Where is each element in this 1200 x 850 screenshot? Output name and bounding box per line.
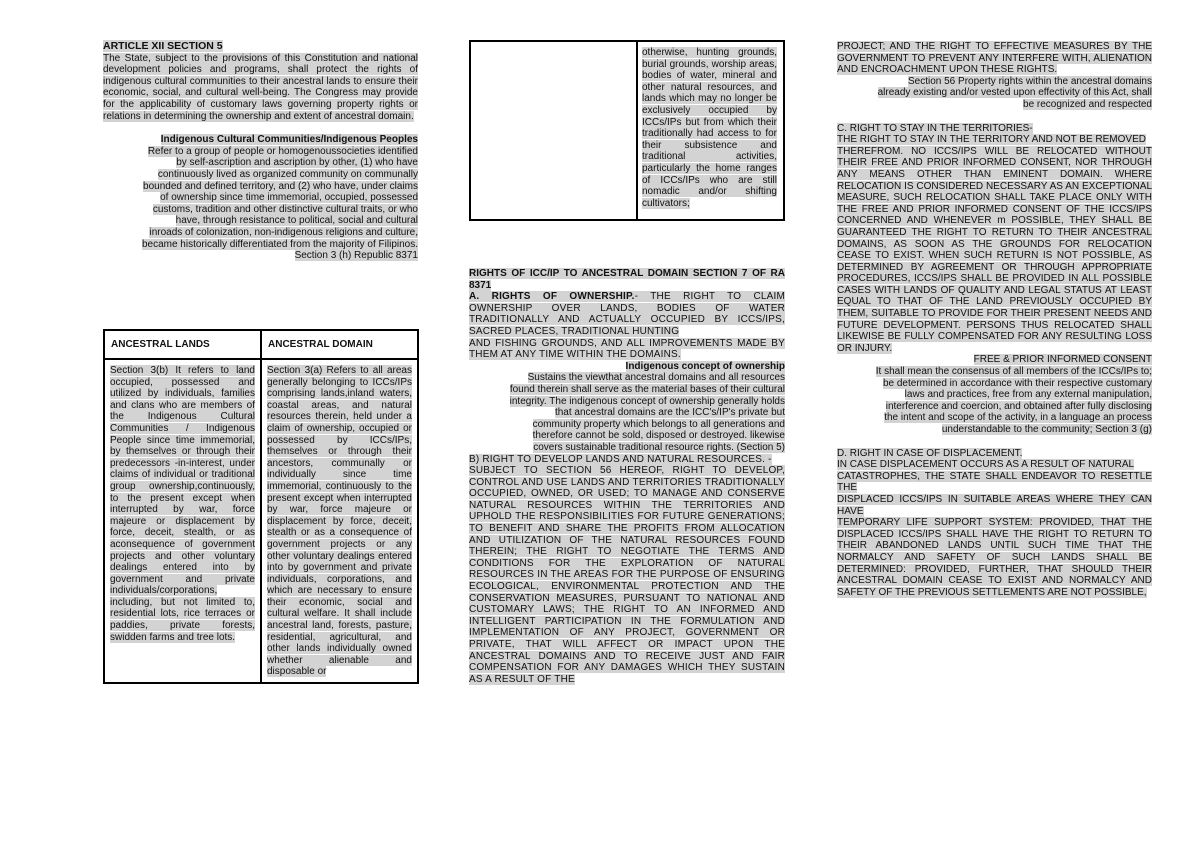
fpic-line: understandable to the community; Section 3 (g) — [941, 424, 1152, 435]
concept-line: community property which belongs to all generations and — [532, 418, 785, 430]
icc-line: became historically differentiated from the majority of Filipinos. — [141, 238, 418, 250]
displacement-line: CATASTROPHES, THE STATE SHALL ENDEAVOR TO RESETTLE THE — [837, 470, 1152, 494]
section-56-line: Section 56 Property rights within the ancestral domains — [907, 75, 1152, 87]
table-row — [470, 41, 784, 220]
concept-line: Sustains the viewthat ancestral domains and all resources — [527, 372, 785, 384]
stay-line: THE RIGHT TO STAY IN THE TERRITORY AND NOT BE REMOVED — [837, 134, 1146, 146]
column-left — [103, 41, 418, 262]
icc-line: Refer to a group of people or homogenoussocieties identified — [147, 145, 418, 157]
concept-line: covers sustainable traditional resource rights. (Section 5) — [533, 441, 785, 453]
column-middle — [469, 268, 785, 685]
ancestral-lands-table — [103, 329, 419, 684]
header-ancestral-domain: ANCESTRAL DOMAIN — [261, 330, 418, 359]
icc-heading: Indigenous Cultural Communities/Indigenous Peoples — [160, 134, 418, 146]
concept-line: found therein shall serve as the material bases of their cultural — [509, 383, 785, 395]
table-header-row — [104, 330, 418, 359]
icc-citation: Section 3 (h) Republic 8371 — [294, 250, 418, 262]
effective-measures-text: PROJECT; AND THE RIGHT TO EFFECTIVE MEASURES BY THE GOVERNMENT TO PREVENT ANY INTERFERE WITH, ALIENATION AND ENCROACHMENT UPON THESE RIGHTS. — [837, 41, 1152, 76]
icc-definition — [103, 146, 418, 262]
displacement-line: DISPLACED ICCS/IPS IN SUITABLE AREAS WHERE THEY CAN HAVE — [837, 493, 1152, 517]
stay-text: THEREFROM. NO ICCS/IPS WILL BE RELOCATED WITHOUT THEIR FREE AND PRIOR INFORMED CONSENT, NOR THROUGH ANY MEANS OTHER THAN EMINENT DOMAIN. WHERE RELOCATION IS CONSIDERED NECESSARY AS AN EXCEPTIONAL MEASURE, SUCH RELOCATION SHALL TAKE PLACE ONLY WITH THE FREE AND PRIOR INFORMED CONSENT OF THE ICCS/IPS CONCERNED AND WHENEVER m POSSIBLE, THEY SHALL BE GUARANTEED THE RIGHT TO RETURN TO THEIR ANCESTRAL DOMAINS, AS SOON AS THE GROUNDS FOR RELOCATION CEASE TO EXIST. WHEN SUCH RETURN IS NOT POSSIBLE, AS DETERMINED BY AGREEMENT OR THROUGH APPROPRIATE PROCEDURES, ICCS/IPS SHALL BE PROVIDED IN ALL POSSIBLE CASES WITH LANDS OF QUALITY AND LEGAL STATUS AT LEAST EQUAL TO THAT OF THE LAND PREVIOUSLY OCCUPIED BY THEM, SUITABLE TO PROVIDE FOR THEIR PRESENT NEEDS AND FUTURE DEVELOPMENT. PERSONS THUS RELOCATED SHALL LIKEWISE BE FULLY COMPENSATED FOR ANY RESULTING LOSS OR INJURY. — [837, 145, 1152, 354]
icc-line: bounded and defined territory, and (2) who have, under claims — [143, 180, 418, 192]
displacement-line: IN CASE DISPLACEMENT OCCURS AS A RESULT OF NATURAL — [837, 459, 1135, 471]
rights-heading: RIGHTS OF ICC/IP TO ANCESTRAL DOMAIN SECTION 7 OF RA 8371 — [469, 268, 785, 291]
section-56-line: already existing and/or vested upon effectivity of this Act, shall — [877, 87, 1152, 99]
concept-line: therefore cannot be sold, disposed or destroyed. likewise — [532, 430, 785, 442]
concept-line: integrity. The indigenous concept of ownership generally holds — [509, 395, 785, 407]
develop-heading: B) RIGHT TO DEVELOP LANDS AND NATURAL RESOURCES. - — [469, 453, 772, 465]
cell-ancestral-domain: Section 3(a) Refers to all areas generally belonging to ICCs/IPs comprising lands,inland waters, coastal areas, and natural resources therein, held under a claim of ownership, occupied or possessed by ICCs/IPs, themselves or through their ancestors, communally or individually since time immemorial, continuously to the present except when interrupted by war, force majeure or displacement by force, deceit, stealth or as a consequence of government projects or any other voluntary dealings entered into by government and private individuals, corporations, and which are necessary to ensure their economic, social and cultural welfare. It shall include ancestral land, forests, pasture, residential, agricultural, and other lands individually owned whether alienable and disposable or — [261, 359, 418, 683]
develop-text: SUBJECT TO SECTION 56 HEREOF, RIGHT TO DEVELOP, CONTROL AND USE LANDS AND TERRITORIES TRADITIONALLY OCCUPIED, OWNED, OR USED; TO MANAGE AND CONSERVE NATURAL RESOURCES WITHIN THE TERRITORIES AND UPHOLD THE RESPONSIBILITIES FOR FUTURE GENERATIONS; TO BENEFIT AND SHARE THE PROFITS FROM ALLOCATION AND UTILIZATION OF THE NATURAL RESOURCES FOUND THEREIN; THE RIGHT TO NEGOTIATE THE TERMS AND CONDITIONS FOR THE EXPLORATION OF NATURAL RESOURCES IN THE AREAS FOR THE PURPOSE OF ENSURING ECOLOGICAL, ENVIRONMENTAL PROTECTION AND THE CONSERVATION MEASURES, PURSUANT TO NATIONAL AND CUSTOMARY LAWS; THE RIGHT TO AN INFORMED AND INTELLIGENT PARTICIPATION IN THE FORMULATION AND IMPLEMENTATION OF ANY PROJECT, GOVERNMENT OR PRIVATE, THAT WILL AFFECT OR IMPACT UPON THE ANCESTRAL DOMAINS AND TO RECEIVE JUST AND FAIR COMPENSATION FOR ANY DAMAGES WHICH THEY SUSTAIN AS A RESULT OF THE — [469, 465, 785, 685]
fpic-line: It shall mean the consensus of all members of the ICCs/IPs to; — [875, 366, 1152, 378]
fpic-line: interference and coercion, and obtained after fully disclosing — [885, 400, 1152, 412]
cell-domain-continued: otherwise, hunting grounds, burial grounds, worship areas, bodies of water, mineral and other natural resources, and lands which may no longer be exclusively occupied by ICCs/IPs but from which their traditionally had access to for their subsistence and traditional activities, particularly the home ranges of ICCs/IPs who are still nomadic and/or shifting cultivators; — [637, 41, 784, 220]
icc-line: inroads of colonization, non-indigenous religions and culture, — [149, 226, 418, 238]
empty-cell — [470, 41, 637, 220]
fpic-line: be determined in accordance with their respective customary — [882, 377, 1152, 389]
icc-line: continuously lived as organized community on communally — [157, 168, 418, 180]
stay-heading: C. RIGHT TO STAY IN THE TERRITORIES- — [837, 122, 1033, 134]
header-ancestral-lands: ANCESTRAL LANDS — [104, 330, 261, 359]
table-row — [104, 359, 418, 683]
article-title: ARTICLE XII SECTION 5 — [103, 40, 223, 52]
concept-text — [469, 372, 785, 453]
concept-heading: Indigenous concept of ownership — [625, 360, 785, 372]
cell-ancestral-lands: Section 3(b) It refers to land occupied, possessed and utilized by individuals, families and clans who are members of the Indigenous Cultural Communities / Indigenous People since time immemorial, by themselves or through their predecessors -in-interest, under claims of individual or traditional group ownership,continuously, to the present except when interrupted by war, force majeure or displacement by force, deceit, stealth, or as aconsequence of government projects and other voluntary dealings entered into by government and private individuals/corporations, including, but not limited to, residential lots, rice terraces or paddies, private forests, swidden farms and tree lots. — [104, 359, 261, 683]
icc-line: by self-ascription and ascription by other, (1) who have — [176, 157, 418, 169]
fpic-line: the intent and scope of the activity, in a language an process — [884, 412, 1152, 424]
section-56-line: be recognized and respected — [1023, 98, 1152, 110]
concept-line: that ancestral domains are the ICC's/IP's private but — [554, 407, 785, 419]
column-right — [837, 41, 1152, 598]
rights-ownership: A. RIGHTS OF OWNERSHIP.- THE RIGHT TO CLAIM OWNERSHIP OVER LANDS, BODIES OF WATER TRADITIONALLY AND ACTUALLY OCCUPIED BY ICCS/IPS, SACRED PLACES, TRADITIONAL HUNTING — [469, 291, 786, 337]
icc-line: customs, tradition and other distinctive cultural traits, or who — [152, 203, 418, 215]
icc-line: of ownership since time immemorial, occupied, possessed — [160, 192, 418, 204]
ancestral-domain-continuation-table — [469, 40, 785, 221]
rights-ownership-cont: AND FISHING GROUNDS, AND ALL IMPROVEMENTS MADE BY THEM AT ANY TIME WITHIN THE DOMAINS. — [469, 337, 785, 361]
displacement-text: TEMPORARY LIFE SUPPORT SYSTEM: PROVIDED, THAT THE DISPLACED ICCS/IPS SHALL HAVE THE RIGHT TO RETURN TO THEIR ABANDONED LANDS UNTIL SUCH TIME THAT THE NORMALCY AND SAFETY OF SUCH LANDS SHALL BE DETERMINED: PROVIDED, FURTHER, THAT SHOULD THEIR ANCESTRAL DOMAIN CEASE TO EXIST AND NORMALCY AND SAFETY OF THE PREVIOUS SETTLEMENTS ARE NOT POSSIBLE, — [837, 517, 1152, 598]
fpic-line: laws and practices, free from any external manipulation, — [904, 389, 1152, 401]
icc-line: have, through resistance to political, social and cultural — [175, 215, 418, 227]
article-text: The State, subject to the provisions of this Constitution and national development policies and programs, shall protect the rights of indigenous cultural communities to their ancestral lands to ensure their economic, social, and cultural well-being. The Congress may provide for the applicability of customary laws governing property rights or relations in determining the ownership and extent of ancestral domain. — [103, 52, 418, 122]
section-56-text — [837, 76, 1152, 111]
displacement-heading: D. RIGHT IN CASE OF DISPLACEMENT. — [837, 447, 1023, 459]
fpic-text — [837, 354, 1152, 435]
fpic-heading: FREE & PRIOR INFORMED CONSENT — [973, 354, 1152, 366]
